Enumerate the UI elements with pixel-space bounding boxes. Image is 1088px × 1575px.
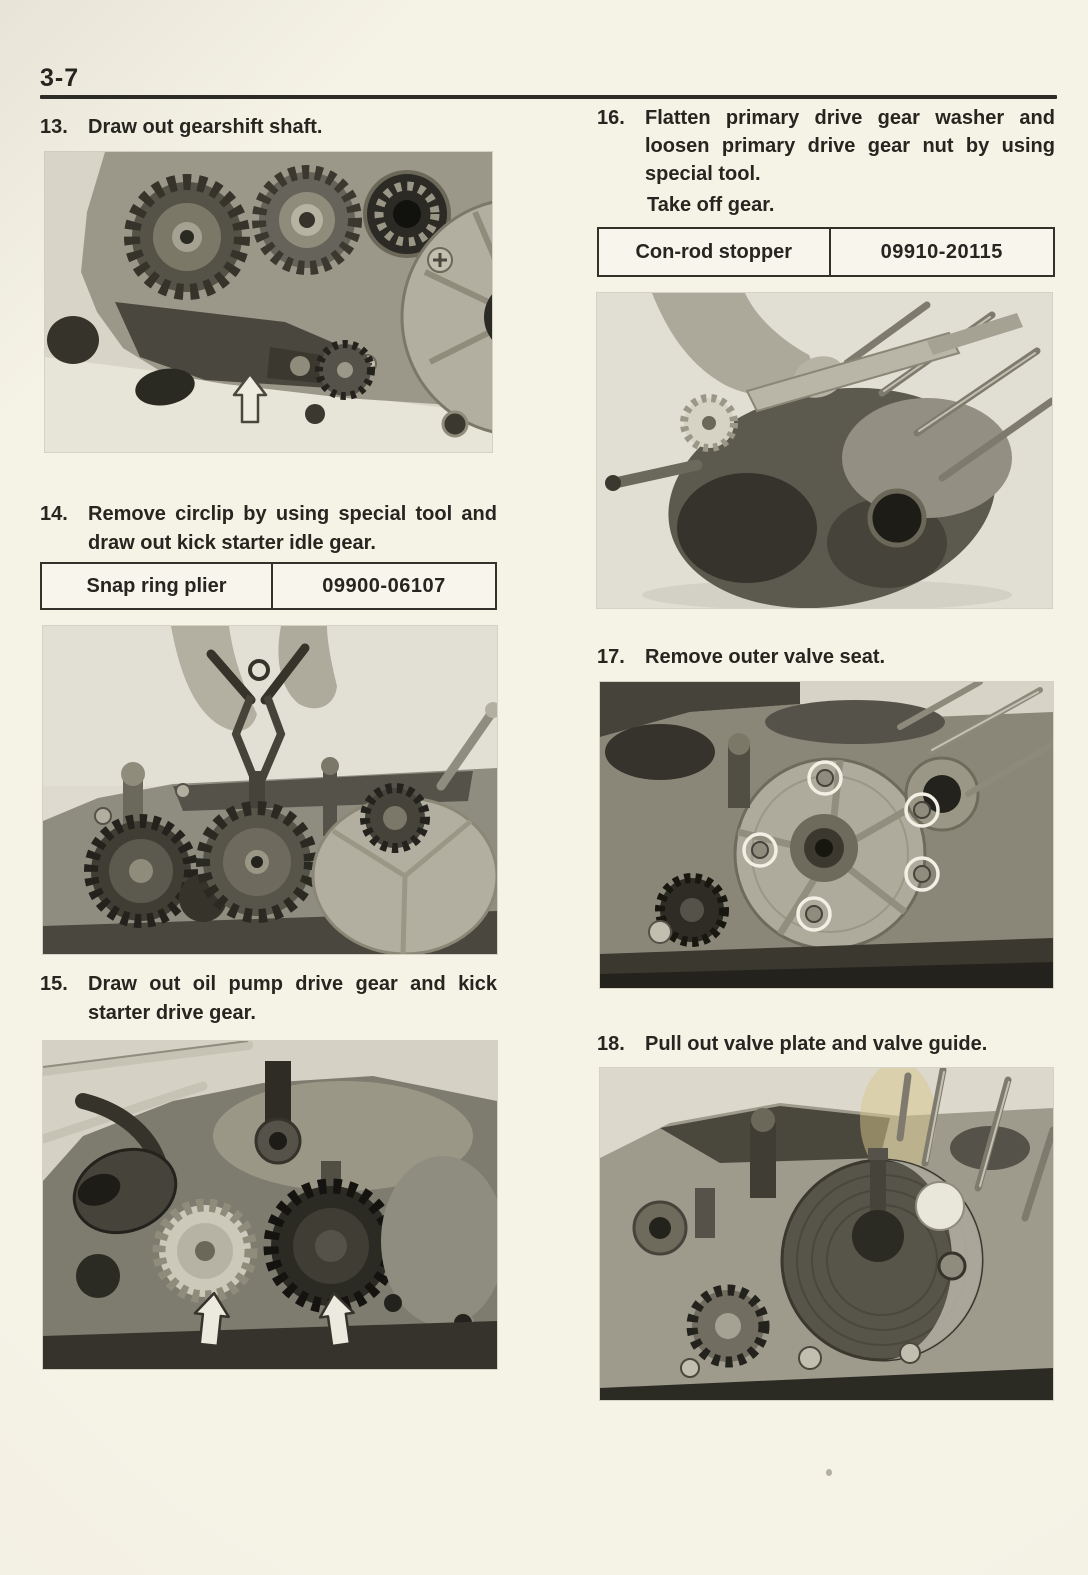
tool-part-number-cell: 09910-20115	[880, 240, 1003, 263]
step-13-text: Draw out gearshift shaft.	[88, 116, 323, 138]
gear-small-pump	[319, 344, 371, 396]
photo-valve-plate	[600, 1068, 1053, 1400]
photo-oil-pump-drive-gear	[43, 1041, 497, 1369]
gear-large	[132, 182, 242, 292]
gear-small-white	[684, 398, 734, 448]
photo-valve-plate-image	[600, 1068, 1053, 1400]
step-13	[40, 113, 497, 142]
step-13-number: 13.	[40, 116, 68, 138]
tool-table-snap-ring-plier	[40, 562, 497, 610]
step-16-text-line2: Take off gear.	[647, 194, 775, 216]
step-14-text: Remove circlip by using special tool and draw out kick starter idle gear.	[88, 503, 497, 554]
gear-middle	[259, 172, 355, 268]
step-14-number: 14.	[40, 503, 68, 525]
tool-name-cell: Con-rod stopper	[599, 229, 831, 275]
photo-oil-pump-drive-gear-image	[43, 1041, 497, 1369]
scan-speck	[826, 1469, 832, 1476]
photo-outer-valve-seat-image	[600, 682, 1053, 988]
step-16	[597, 104, 1055, 188]
step-18	[597, 1030, 1055, 1058]
step-17-number: 17.	[597, 646, 625, 668]
kick-starter-idle-gear	[203, 808, 311, 916]
photo-circlip-removal-image	[43, 626, 497, 954]
step-15-number: 15.	[40, 973, 68, 995]
tool-name-cell: Snap ring plier	[42, 564, 273, 608]
photo-outer-valve-seat	[600, 682, 1053, 988]
photo-circlip-removal	[43, 626, 497, 954]
oil-pump-drive-gear	[159, 1205, 251, 1297]
step-15-text: Draw out oil pump drive gear and kick starter drive gear.	[88, 973, 497, 1024]
page-number: 3-7	[40, 64, 80, 92]
photo-gearshift-shaft-image	[45, 152, 492, 452]
photo-primary-drive-gear	[597, 293, 1052, 608]
header-rule	[40, 95, 1057, 99]
step-17	[597, 643, 1055, 671]
photo-primary-drive-gear-image	[597, 293, 1052, 608]
tool-table-con-rod-stopper	[597, 227, 1055, 277]
step-18-number: 18.	[597, 1033, 625, 1055]
gear-on-cover	[365, 788, 425, 848]
tool-part-number-cell: 09900-06107	[322, 574, 446, 597]
step-18-text: Pull out valve plate and valve guide.	[645, 1033, 988, 1055]
step-16-number: 16.	[597, 107, 625, 129]
gear-bottom-left	[692, 1290, 764, 1362]
photo-gearshift-shaft	[45, 152, 492, 452]
step-15	[40, 970, 497, 1028]
step-17-text: Remove outer valve seat.	[645, 646, 886, 668]
gear-left-cluster	[91, 821, 191, 921]
step-14	[40, 500, 497, 558]
step-16-text: Flatten primary drive gear washer and loosen primary drive gear nut by using special tool.	[645, 107, 1055, 185]
